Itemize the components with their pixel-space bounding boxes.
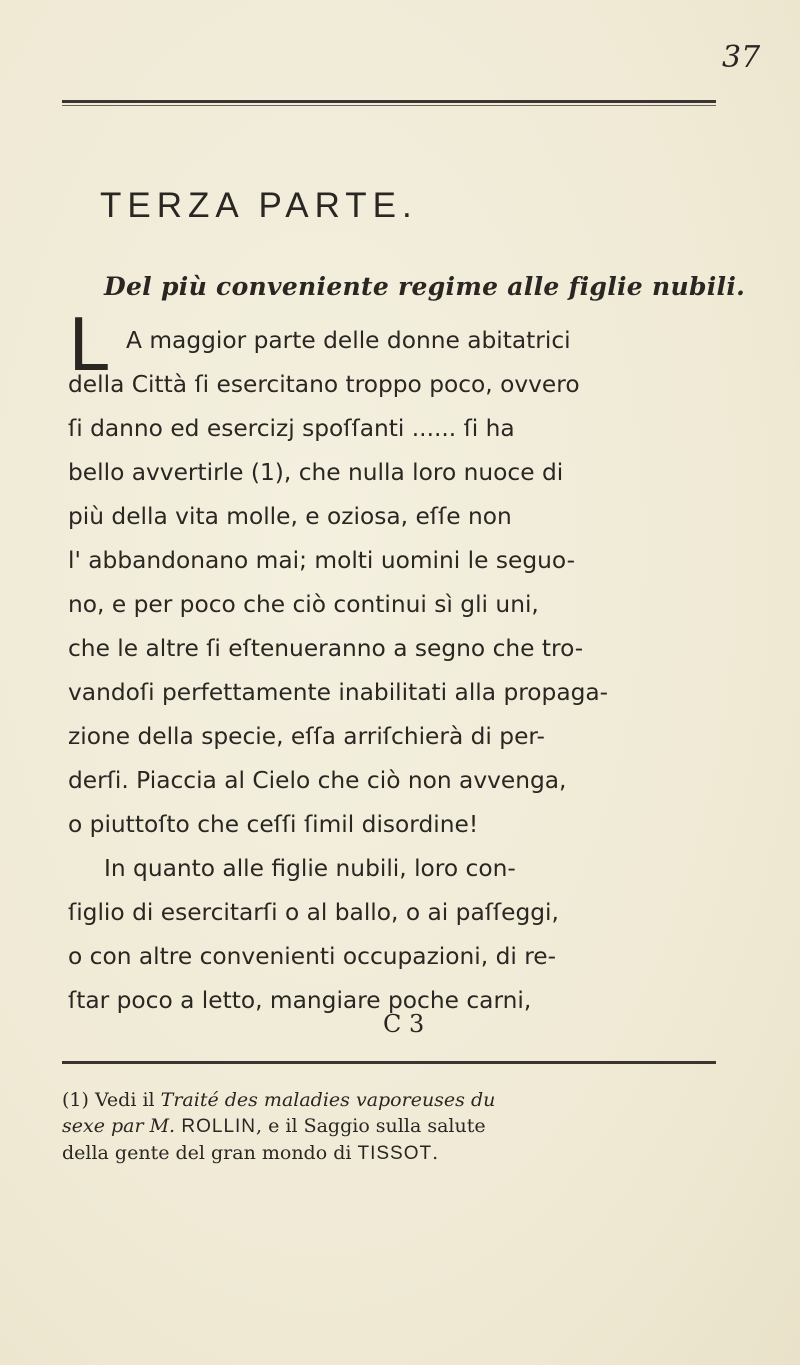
body-line: più della vita molle, e oziosa, eſſe non (68, 503, 512, 530)
chapter-subtitle: Del più conveniente regime alle figlie nubili. (104, 272, 746, 301)
body-line: In quanto alle figlie nubili, loro con- (104, 855, 516, 882)
footnote-author: ROLLIN (175, 1116, 257, 1137)
body-line: che le altre ſi eſtenueranno a segno che tro- (68, 635, 584, 662)
body-line: o piuttoſto che ceſſi ſimil disordine! (68, 811, 479, 838)
footnote-line (62, 1113, 722, 1140)
footnote-author: TISSOT (357, 1143, 433, 1164)
footnote-line (62, 1140, 722, 1167)
body-line: zione della specie, eſſa arriſchierà di per- (68, 723, 545, 750)
body-line-text: A maggior parte delle donne abitatrici (126, 327, 571, 354)
body-line: l' abbandonano mai; molti uomini le seguo- (68, 547, 575, 574)
footnote-text: , e il Saggio sulla salute (256, 1115, 486, 1137)
footnote-text: della gente del gran mondo di (62, 1142, 358, 1164)
body-line: della Città ſi esercitano troppo poco, ovvero (68, 371, 580, 398)
footnote-rule (62, 1061, 716, 1064)
footnote-title: sexe par M. (62, 1115, 176, 1137)
body-line: derſi. Piaccia al Cielo che ciò non avvenga, (68, 767, 567, 794)
body-line: ſi danno ed esercizj spoſſanti ...... ſi ha (68, 415, 515, 442)
body-line: vandoſi perfettamente inabilitati alla propaga- (68, 679, 609, 706)
footnote (62, 1087, 722, 1167)
signature-mark: C 3 (383, 1010, 425, 1038)
footnote-title: Traité des maladies vaporeuses du (160, 1089, 496, 1111)
body-line: ſtar poco a letto, mangiare poche carni, (68, 987, 532, 1014)
body-line: ſiglio di esercitarſi o al ballo, o ai paſſeggi, (68, 899, 559, 926)
header-rule (62, 100, 716, 107)
page-number: 37 (722, 40, 761, 75)
section-title: TERZA PARTE. (100, 186, 418, 225)
footnote-text: (1) Vedi il (62, 1089, 161, 1111)
body-text (68, 303, 718, 1023)
footnote-line (62, 1087, 722, 1113)
footnote-text: . (432, 1142, 439, 1164)
drop-cap: L (68, 303, 109, 387)
body-line: bello avvertirle (1), che nulla loro nuoce di (68, 459, 564, 486)
body-line: o con altre convenienti occupazioni, di re- (68, 943, 557, 970)
body-line: no, e per poco che ciò continui sì gli uni, (68, 591, 539, 618)
